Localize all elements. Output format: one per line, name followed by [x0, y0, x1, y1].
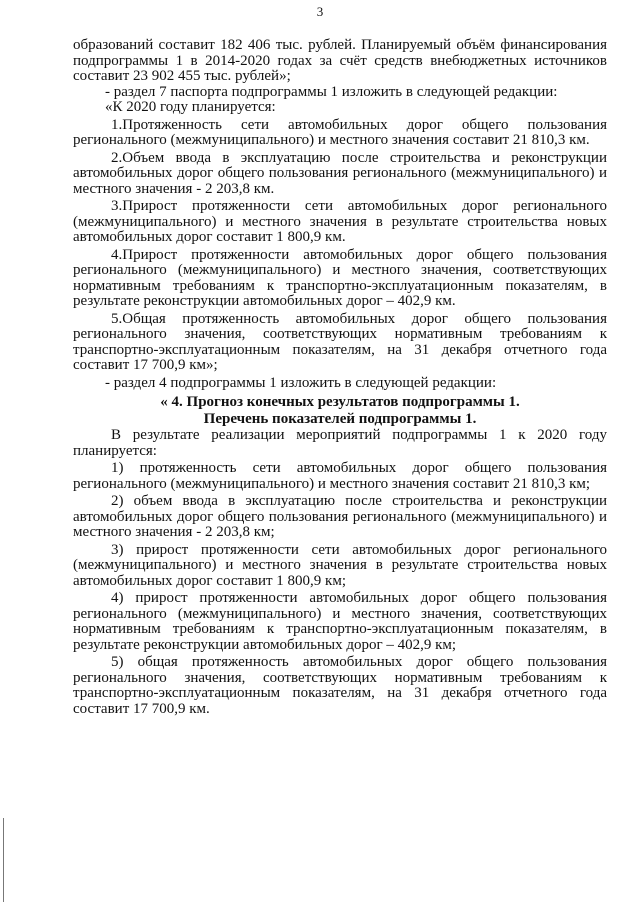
page-number: 3 — [316, 4, 324, 19]
paragraph: 2) объем ввода в эксплуатацию после строительства и реконструкции автомобильных дорог общего пользования регионального (межмуниципального) и местного значения - 2 203,8 км; — [73, 493, 607, 540]
document-body — [73, 38, 607, 717]
paragraph: образований составит 182 406 тыс. рублей. Планируемый объём финансирования подпрограммы 1 в 2014-2020 годах за счёт средств внебюджетных источников составит 23 902 455 тыс. рублей»; — [73, 37, 607, 84]
paragraph: - раздел 4 подпрограммы 1 изложить в следующей редакции: — [105, 374, 497, 391]
scan-edge-line — [3, 818, 4, 902]
paragraph: 1.Протяженность сети автомобильных дорог общего пользования регионального (межмуниципального) и местного значения составит 21 810,3 км. — [73, 116, 607, 148]
paragraph: 4.Прирост протяженности автомобильных дорог общего пользования регионального (межмуниципального) и местного значения, соответствующих нормативным требованиям к транспортно-эксплуатационным показателям, в результате реконструкции автомобильных дорог – 402,9 км. — [73, 246, 607, 309]
paragraph: «К 2020 году планируется: — [105, 99, 276, 115]
section-heading-line-2: Перечень показателей подпрограммы 1. — [203, 411, 477, 427]
paragraph: - раздел 7 паспорта подпрограммы 1 изложить в следующей редакции: — [105, 83, 558, 100]
paragraph: В результате реализации мероприятий подпрограммы 1 к 2020 году планируется: — [73, 427, 607, 459]
paragraph: 4) прирост протяженности автомобильных дорог общего пользования регионального (межмуниципального) и местного значения, соответствующих нормативным требованиям к транспортно-эксплуатационным показателям, в результате реконструкции автомобильных дорог – 402,9 км; — [73, 590, 607, 653]
paragraph: 3.Прирост протяженности сети автомобильных дорог регионального (межмуниципального) и местного значения в результате строительства новых автомобильных дорог составит 1 800,9 км. — [73, 198, 607, 245]
paragraphs-top — [73, 38, 607, 391]
paragraph: 3) прирост протяженности сети автомобильных дорог регионального (межмуниципального) и местного значения в результате строительства новых автомобильных дорог составит 1 800,9 км; — [73, 541, 607, 589]
section-heading-line-1: « 4. Прогноз конечных результатов подпрограммы 1. — [160, 394, 520, 410]
paragraph: 1) протяженность сети автомобильных дорог общего пользования регионального (межмуниципального) и местного значения составит 21 810,3 км; — [73, 460, 607, 492]
paragraph: 5.Общая протяженность автомобильных дорог общего пользования регионального значения, соответствующих нормативным требованиям к транспортно-эксплуатационным показателям, на 31 декабря отчетного года составит 17 700,9 км»; — [73, 310, 607, 373]
paragraph: 2.Объем ввода в эксплуатацию после строительства и реконструкции автомобильных дорог общего пользования регионального (межмуниципального) и местного значения - 2 203,8 км. — [73, 149, 607, 197]
paragraphs-bottom — [73, 428, 607, 717]
paragraph: 5) общая протяженность автомобильных дорог общего пользования регионального значения, соответствующих нормативным требованиям к транспортно-эксплуатационным показателям, на 31 декабря отчетного года составит 17 700,9 км. — [73, 654, 607, 717]
